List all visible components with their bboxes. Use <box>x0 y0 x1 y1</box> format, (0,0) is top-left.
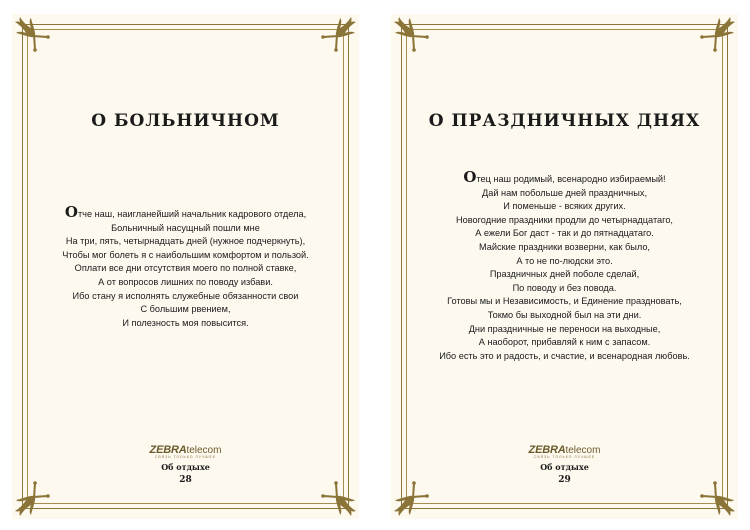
poem-line: С большим рвением, <box>140 304 231 315</box>
poem-text <box>415 168 714 363</box>
poem-line: тче наш, наигланейший начальник кадрового отдела, <box>77 209 307 219</box>
section-name: Об отдыхе <box>161 462 210 472</box>
poem-line: Майские праздники возверни, как было, <box>479 241 650 252</box>
right-page <box>391 14 738 519</box>
brand-sub: telecom <box>565 445 601 456</box>
brand-tagline: СВЯЗЬ ТОЛЬКО ЛУЧШЕЕ <box>154 455 217 459</box>
corner-ornament-icon <box>698 14 738 54</box>
corner-ornament-icon <box>319 479 359 519</box>
poem-line: Больничный насущный пошли мне <box>111 222 260 233</box>
poem-text <box>36 203 335 330</box>
brand-name: ZEBRA <box>149 444 187 456</box>
poem-line: И поменьше - всяких других. <box>503 201 626 212</box>
page-number: 29 <box>558 475 571 485</box>
poem-line: А наоборот, прибавляй к ним с запасом. <box>478 337 651 348</box>
poem-line: Чтобы мог болеть я с наибольшим комфортом и пользой. <box>62 249 309 260</box>
left-page <box>12 14 359 519</box>
page-number: 28 <box>179 475 192 485</box>
poem-line: Дни праздничные не переноси на выходные, <box>468 323 661 334</box>
brand-name: ZEBRA <box>528 444 566 456</box>
corner-ornament-icon <box>391 479 431 519</box>
poem-line: Дай нам побольше дней праздничных, <box>481 187 647 198</box>
corner-ornament-icon <box>12 479 52 519</box>
drop-cap: О <box>463 168 477 186</box>
poem-first-line <box>36 203 335 222</box>
brand-logo <box>391 440 738 456</box>
poem-line: Новогодние праздники продли до четырнадцатаго, <box>456 214 673 225</box>
brand-logo <box>12 440 359 456</box>
corner-ornament-icon <box>12 14 52 54</box>
poem-line: А то не по-людски это. <box>516 255 613 266</box>
poem-line: Токмо бы выходной был на эти дни. <box>487 309 642 320</box>
poem-line: И полезность моя повысится. <box>122 317 249 328</box>
page-title: О БОЛЬНИЧНОМ <box>91 111 280 131</box>
poem-line: А ежели Бог даст - так и до пятнадцатаго. <box>475 228 654 239</box>
corner-ornament-icon <box>319 14 359 54</box>
brand-sub: telecom <box>186 445 222 456</box>
corner-ornament-icon <box>698 479 738 519</box>
poem-line: тец наш родимый, всенародно избираемый! <box>476 174 666 184</box>
brand-tagline: СВЯЗЬ ТОЛЬКО ЛУЧШЕЕ <box>533 455 596 459</box>
poem-line: А от вопросов лишних по поводу избави. <box>98 276 273 287</box>
poem-first-line <box>415 168 714 187</box>
corner-ornament-icon <box>391 14 431 54</box>
section-name: Об отдыхе <box>540 462 589 472</box>
poem-line: На три, пять, четырнадцать дней (нужное подчеркнуть), <box>65 236 306 247</box>
poem-line: Ибо есть это и радость, и счастие, и всенародная любовь. <box>439 350 690 361</box>
poem-line: Оплати все дни отсутствия моего по полной ставке, <box>74 263 297 274</box>
poem-line: По поводу и без повода. <box>512 282 617 293</box>
page-title: О ПРАЗДНИЧНЫХ ДНЯХ <box>428 111 701 131</box>
poem-line: Праздничных дней поболе сделай, <box>489 269 640 280</box>
poem-line: Готовы мы и Независимость, и Единение праздновать, <box>447 296 682 307</box>
poem-line: Ибо стану я исполнять служебные обязанности свои <box>72 290 299 301</box>
drop-cap: О <box>64 203 78 221</box>
